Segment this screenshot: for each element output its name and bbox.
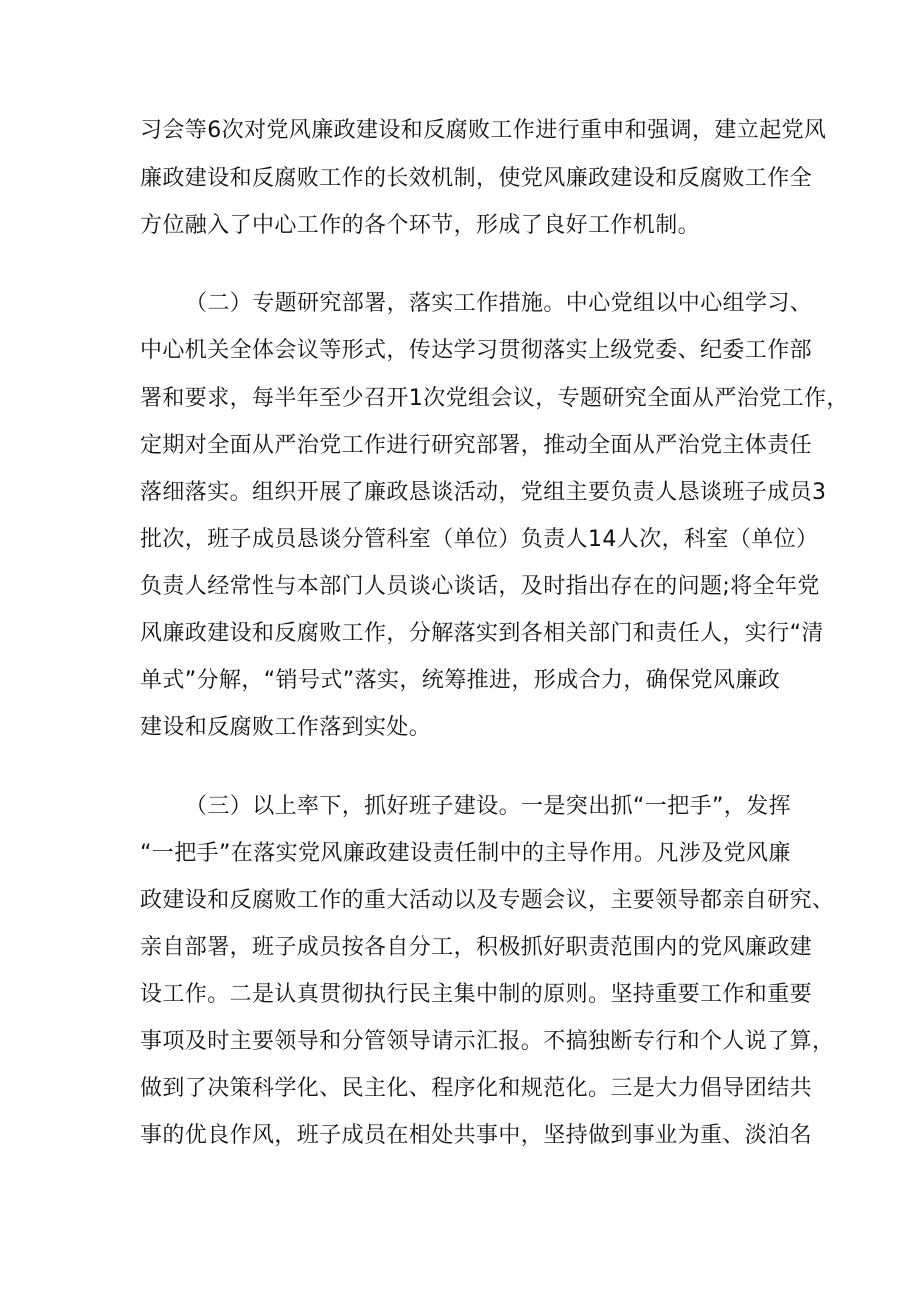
- text-line: 署和要求，每半年至少召开1次党组会议，专题研究全面从严治党工作，: [140, 386, 849, 411]
- text-line: 廉政建设和反腐败工作的长效机制，使党风廉政建设和反腐败工作全: [140, 166, 813, 191]
- text-line: 事的优良作风，班子成员在相处共事中，坚持做到事业为重、淡泊名: [140, 1123, 813, 1148]
- text-line: 负责人经常性与本部门人员谈心谈话，及时指出存在的问题;将全年党: [140, 574, 820, 599]
- text-line: 单式”分解，“销号式”落实，统筹推进，形成合力，确保党风廉政: [140, 668, 781, 693]
- text-line: 做到了决策科学化、民主化、程序化和规范化。三是大力倡导团结共: [140, 1076, 813, 1101]
- text-line: 风廉政建设和反腐败工作，分解落实到各相关部门和责任人，实行“清: [140, 621, 824, 646]
- text-line: 中心机关全体会议等形式，传达学习贯彻落实上级党委、纪委工作部: [140, 338, 813, 363]
- text-line: 定期对全面从严治党工作进行研究部署，推动全面从严治党主体责任: [140, 433, 813, 458]
- text-line: 批次，班子成员恳谈分管科室（单位）负责人14人次，科室（单位）: [140, 527, 819, 552]
- text-line: 方位融入了中心工作的各个环节，形成了良好工作机制。: [140, 213, 701, 238]
- text-line: 落细落实。组织开展了廉政恳谈活动，党组主要负责人恳谈班子成员3: [140, 480, 827, 505]
- text-line: 政建设和反腐败工作的重大活动以及专题会议，主要领导都亲自研究、: [140, 888, 835, 913]
- text-line: （二）专题研究部署，落实工作措施。中心党组以中心组学习、: [185, 291, 813, 316]
- text-line: “一把手”在落实党风廉政建设责任制中的主导作用。凡涉及党风廉: [140, 841, 791, 866]
- text-line: 亲自部署，班子成员按各自分工，积极抓好职责范围内的党风廉政建: [140, 935, 813, 960]
- text-line: 建设和反腐败工作落到实处。: [140, 715, 432, 740]
- text-line: 事项及时主要领导和分管领导请示汇报。不搞独断专行和个人说了算，: [140, 1029, 835, 1054]
- text-line: 设工作。二是认真贯彻执行民主集中制的原则。坚持重要工作和重要: [140, 982, 813, 1007]
- text-line: （三）以上率下，抓好班子建设。一是突出抓“一把手”，发挥: [185, 794, 791, 819]
- text-line: 习会等6次对党风廉政建设和反腐败工作进行重申和强调，建立起党风: [140, 118, 827, 143]
